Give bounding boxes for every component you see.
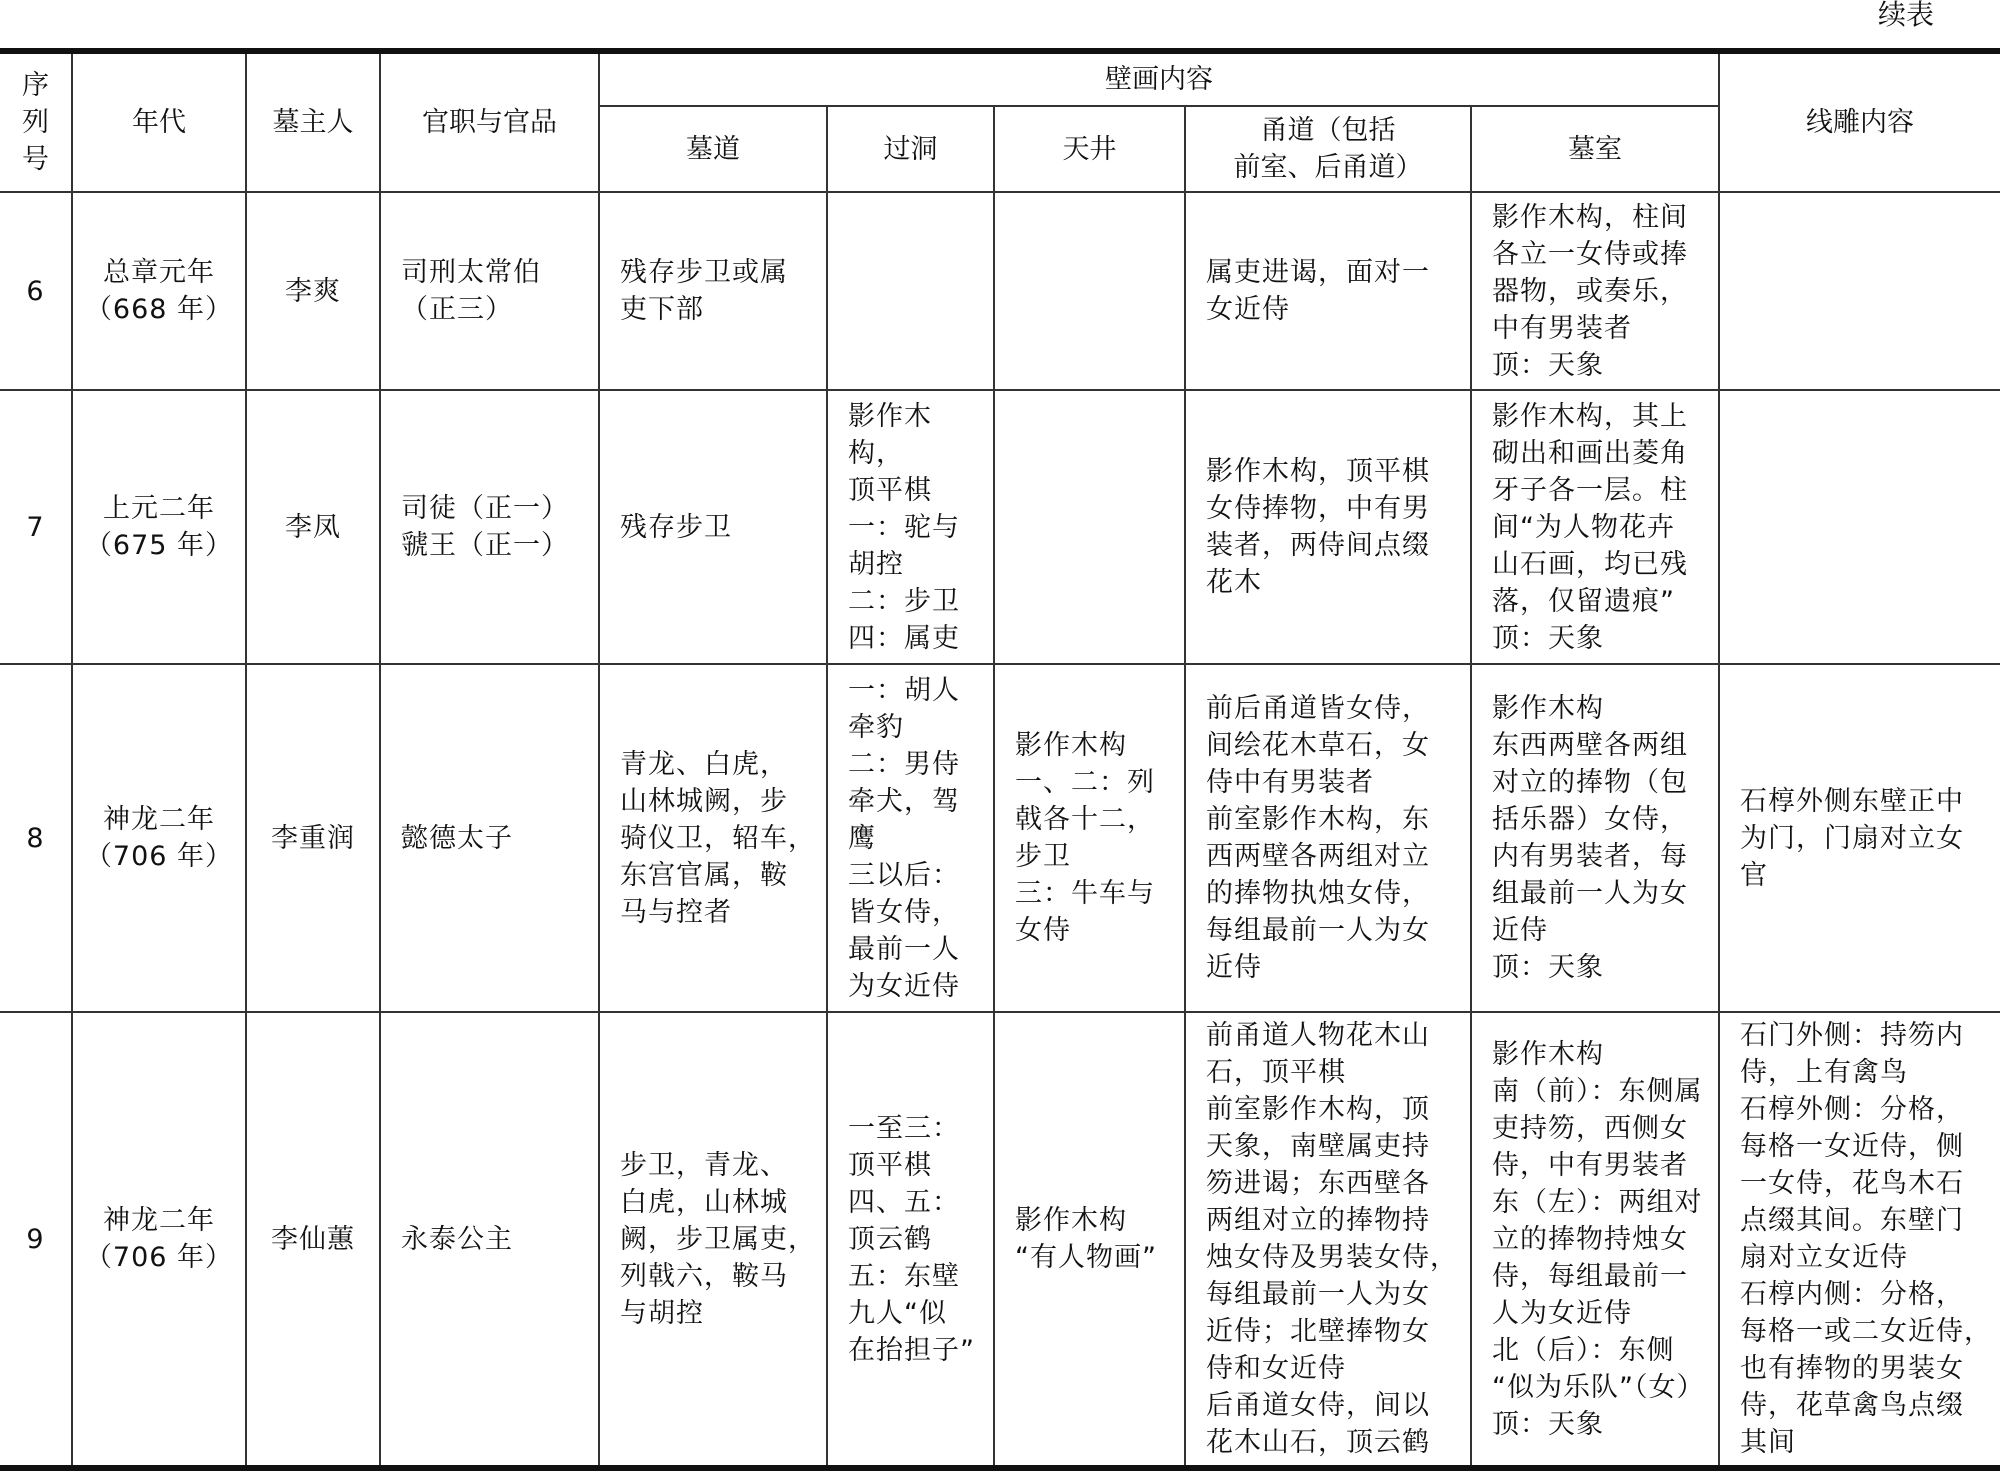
cell-owner: 李重润 bbox=[271, 822, 355, 854]
table-row-8-seq bbox=[0, 665, 71, 1011]
cell-era: 神龙二年 （706 年） bbox=[84, 1205, 234, 1273]
table-row-7-tunnel bbox=[828, 391, 993, 663]
cell-corridor: 属吏进谒，面对一 女近侍 bbox=[1206, 257, 1430, 325]
header-chamber bbox=[1472, 107, 1718, 191]
table-row-6-tunnel bbox=[828, 193, 993, 389]
cell-seq: 8 bbox=[26, 822, 45, 854]
cell-era: 神龙二年 （706 年） bbox=[84, 804, 234, 872]
table-row-9-carving bbox=[1720, 1013, 2000, 1465]
cell-shaft: 影作木构 “有人物画” bbox=[1015, 1205, 1157, 1273]
header-carving-text: 线雕内容 bbox=[1806, 107, 1914, 138]
cell-chamber: 影作木构，其上 砌出和画出菱角 牙子各一层。柱 间“为人物花卉 山石画，均已残 落，仅留遗痕” 顶：天象 bbox=[1492, 400, 1688, 654]
header-owner bbox=[247, 54, 379, 191]
cell-tunnel: 一至三： 顶平棋 四、五： 顶云鹤 五：东壁 九人“似 在抬担子” bbox=[848, 1112, 975, 1366]
cell-shaft: 影作木构 一、二：列 戟各十二， 步卫 三：牛车与 女侍 bbox=[1015, 730, 1155, 946]
cell-corridor: 影作木构，顶平棋 女侍捧物，中有男 装者，两侍间点缀 花木 bbox=[1206, 456, 1430, 598]
cell-carving: 石椁外侧东壁正中 为门，门扇对立女 官 bbox=[1740, 785, 1964, 891]
table-row-9-seq bbox=[0, 1013, 71, 1465]
table-row-8-era bbox=[73, 665, 245, 1011]
table-row-9-rank bbox=[381, 1013, 598, 1465]
header-era bbox=[73, 54, 245, 191]
table-row-8-owner bbox=[247, 665, 379, 1011]
header-seq bbox=[0, 54, 71, 191]
cell-rank: 司刑太常伯 （正三） bbox=[401, 257, 541, 325]
header-mural-text: 壁画内容 bbox=[1105, 64, 1213, 95]
cell-seq: 7 bbox=[26, 511, 45, 543]
cell-corridor: 前甬道人物花木山 石，顶平棋 前室影作木构，顶 天象，南壁属吏持 笏进谒；东西壁各 两组对立的捧物持 烛女侍及男装女侍， 每组最前一人为女 近侍；北壁捧物女 侍和女近侍 后甬道女侍，间以 花木山石，顶云鹤 bbox=[1206, 1020, 1458, 1458]
table-row-7-carving bbox=[1720, 391, 2000, 663]
table-row-6-seq bbox=[0, 193, 71, 389]
header-era-text: 年代 bbox=[132, 107, 186, 138]
cell-seq: 6 bbox=[26, 275, 45, 307]
cell-passage: 步卫，青龙、 白虎，山林城 阙，步卫属吏， 列戟六，鞍马 与胡控 bbox=[620, 1149, 816, 1329]
continued-label: 续表 bbox=[1877, 0, 1934, 31]
header-seq-text: 序 列 号 bbox=[22, 70, 49, 175]
table-row-8-passage bbox=[600, 665, 826, 1011]
cell-rank: 司徒（正一） 虢王（正一） bbox=[401, 493, 569, 561]
table-row-9-shaft bbox=[995, 1013, 1184, 1465]
header-corridor bbox=[1186, 107, 1470, 191]
table-row-8-carving bbox=[1720, 665, 2000, 1011]
table-row-7-corridor bbox=[1186, 391, 1470, 663]
table-row-8-chamber bbox=[1472, 665, 1718, 1011]
table-row-9-era bbox=[73, 1013, 245, 1465]
table-row-9-passage bbox=[600, 1013, 826, 1465]
table-row-7-chamber bbox=[1472, 391, 1718, 663]
table-row-6-chamber bbox=[1472, 193, 1718, 389]
table-row-7-shaft bbox=[995, 391, 1184, 663]
table-row-6-carving bbox=[1720, 193, 2000, 389]
cell-corridor: 前后甬道皆女侍， 间绘花木草石，女 侍中有男装者 前室影作木构，东 西两壁各两组对立 的捧物执烛女侍， 每组最前一人为女 近侍 bbox=[1206, 693, 1430, 983]
table-row-7-seq bbox=[0, 391, 71, 663]
cell-owner: 李仙蕙 bbox=[271, 1223, 355, 1255]
table-row-9-corridor bbox=[1186, 1013, 1470, 1465]
cell-rank: 懿德太子 bbox=[401, 822, 513, 854]
table-row-6-era bbox=[73, 193, 245, 389]
table-row-6-shaft bbox=[995, 193, 1184, 389]
cell-owner: 李爽 bbox=[285, 275, 341, 307]
table-row-6-owner bbox=[247, 193, 379, 389]
header-rank-text: 官职与官品 bbox=[422, 107, 557, 138]
cell-chamber: 影作木构 东西两壁各两组 对立的捧物（包 括乐器）女侍， 内有男装者，每 组最前一人为女 近侍 顶：天象 bbox=[1492, 693, 1688, 983]
table-row-9-tunnel bbox=[828, 1013, 993, 1465]
cell-chamber: 影作木构 南（前）：东侧属 吏持笏，西侧女 侍，中有男装者 东（左）：两组对 立的捧物持烛女 侍，每组最前一 人为女近侍 北（后）：东侧 “似为乐队”（女） 顶：天象 bbox=[1492, 1038, 1705, 1440]
header-mural bbox=[600, 54, 1718, 105]
table-row-7-era bbox=[73, 391, 245, 663]
header-rank bbox=[381, 54, 598, 191]
header-shaft-text: 天井 bbox=[1062, 133, 1117, 165]
header-carving bbox=[1720, 54, 2000, 191]
table-row-6-corridor bbox=[1186, 193, 1470, 389]
header-owner-text: 墓主人 bbox=[272, 107, 354, 138]
cell-passage: 青龙、白虎， 山林城阙，步 骑仪卫，轺车， 东宫官属，鞍 马与控者 bbox=[620, 748, 816, 928]
header-passage bbox=[600, 107, 826, 191]
cell-era: 上元二年 （675 年） bbox=[84, 493, 234, 561]
cell-passage: 残存步卫 bbox=[620, 511, 732, 543]
table-row-8-rank bbox=[381, 665, 598, 1011]
table-row-7-rank bbox=[381, 391, 598, 663]
table-row-6-passage bbox=[600, 193, 826, 389]
table-row-8-tunnel bbox=[828, 665, 993, 1011]
table-row-7-owner bbox=[247, 391, 379, 663]
cell-owner: 李凤 bbox=[285, 511, 341, 543]
header-tunnel-text: 过洞 bbox=[883, 133, 938, 165]
cell-rank: 永泰公主 bbox=[401, 1223, 513, 1255]
cell-tunnel: 一：胡人 牵豹 二：男侍 牵犬，驾 鹰 三以后： 皆女侍， 最前一人 为女近侍 bbox=[848, 674, 960, 1002]
table-bottom-rule bbox=[0, 1465, 2000, 1471]
table-row-9-chamber bbox=[1472, 1013, 1718, 1465]
table-row-8-shaft bbox=[995, 665, 1184, 1011]
cell-carving: 石门外侧：持笏内 侍，上有禽鸟 石椁外侧：分格， 每格一女近侍，侧 一女侍，花鸟木石 点缀其间。东壁门 扇对立女近侍 石椁内侧：分格， 每格一或二女近侍， 也有捧物的男装女 侍，花草禽鸟点缀 其间 bbox=[1740, 1020, 1992, 1458]
header-shaft bbox=[995, 107, 1184, 191]
table-row-8-corridor bbox=[1186, 665, 1470, 1011]
cell-tunnel: 影作木构， 顶平棋 一：驼与 胡控 二：步卫 四：属吏 bbox=[848, 400, 960, 654]
cell-chamber: 影作木构，柱间 各立一女侍或捧 器物，或奏乐， 中有男装者 顶：天象 bbox=[1492, 201, 1688, 381]
cell-passage: 残存步卫或属 吏下部 bbox=[620, 257, 788, 325]
header-passage-text: 墓道 bbox=[686, 133, 740, 165]
cell-seq: 9 bbox=[26, 1223, 45, 1255]
table-row-9-owner bbox=[247, 1013, 379, 1465]
table-row-6-rank bbox=[381, 193, 598, 389]
table-row-7-passage bbox=[600, 391, 826, 663]
cell-era: 总章元年 （668 年） bbox=[84, 257, 234, 325]
header-chamber-text: 墓室 bbox=[1568, 133, 1622, 165]
header-tunnel bbox=[828, 107, 993, 191]
header-corridor-text: 甬道（包括 前室、后甬道） bbox=[1233, 115, 1423, 183]
